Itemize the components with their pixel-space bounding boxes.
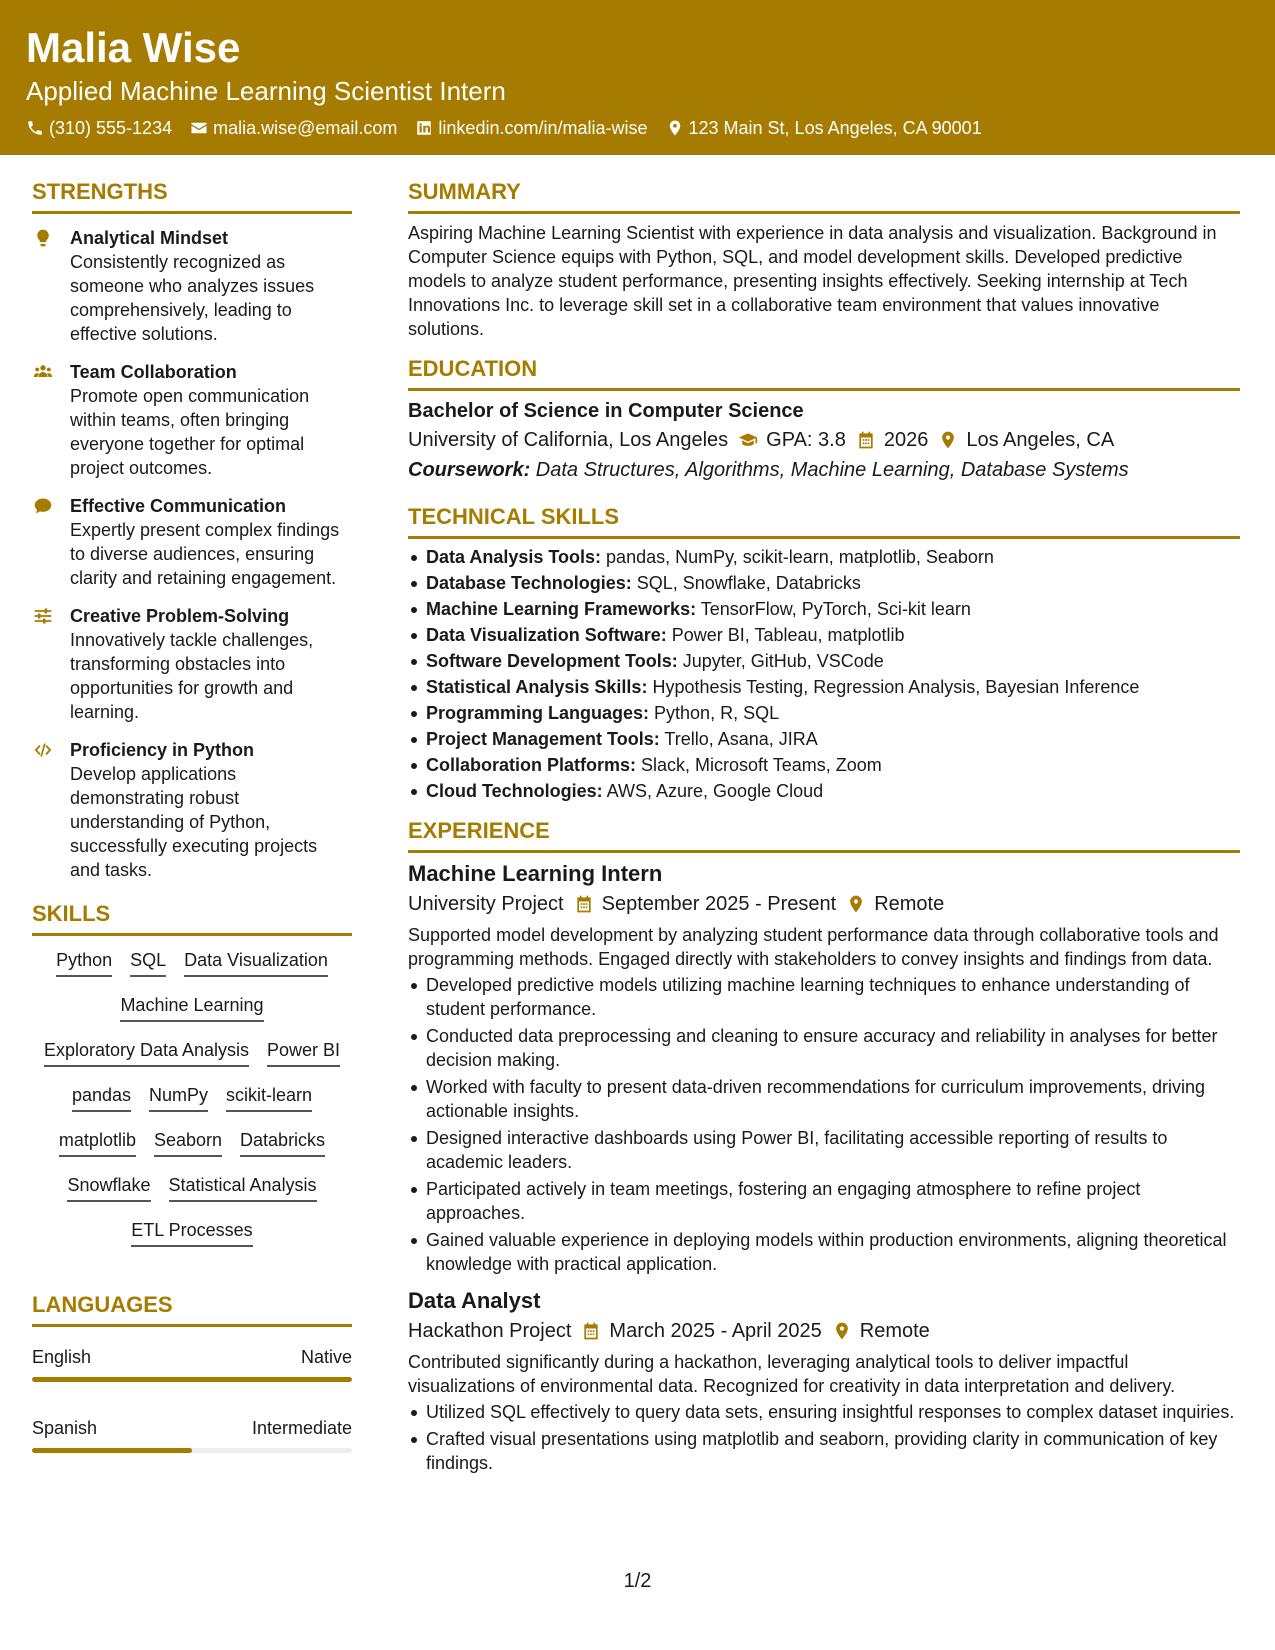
section-title-experience: EXPERIENCE [408,817,1240,853]
job-summary: Contributed significantly during a hackathon, leveraging analytical tools to deliver impactful visualizations of environmental data. Recognized for creativity in data interpretation and delivery. [408,1352,1176,1396]
strength-title: Team Collaboration [70,362,237,382]
job-bullets [408,1400,1240,1475]
job-location: Remote [859,1320,930,1342]
calendar-icon [574,894,594,914]
section-title-strengths: STRENGTHS [32,178,352,214]
language-level-fill [32,1448,192,1453]
language-item [32,1345,352,1382]
job-entry [408,1286,1240,1475]
strength-title: Effective Communication [70,496,287,516]
job-summary: Supported model development by analyzing student performance data through collaborative tools and programming methods. Engaged directly with stakeholders to convey insights and findings from data. [408,925,1219,969]
section-title-technical-skills: TECHNICAL SKILLS [408,503,1240,539]
list-item: Database Technologies: SQL, Snowflake, Databricks [408,571,1240,595]
language-name: English [32,1347,92,1367]
gpa-text: GPA: 3.8 [766,429,846,451]
resume-header [0,0,1275,155]
skill-chip: Snowflake [67,1171,150,1202]
calendar-icon [856,430,876,450]
calendar-icon [581,1321,601,1341]
list-item: Data Visualization Software: Power BI, Tableau, matplotlib [408,623,1240,647]
job-location: Remote [874,893,945,915]
contact-email [190,115,397,141]
job-title: Machine Learning Intern [408,861,663,886]
list-item: Conducted data preprocessing and cleaning to ensure accuracy and reliability in analyses for better decision making. [408,1024,1240,1072]
list-item: Statistical Analysis Skills: Hypothesis Testing, Regression Analysis, Bayesian Inference [408,675,1240,699]
strength-title: Analytical Mindset [70,228,229,248]
skill-chip: Exploratory Data Analysis [44,1036,249,1067]
list-item: Programming Languages: Python, R, SQL [408,701,1240,725]
strengths-list [32,226,352,882]
comment-icon [32,496,54,516]
coursework-list: Data Structures, Algorithms, Machine Learning, Database Systems [530,459,1129,481]
job-bullets [408,973,1240,1276]
list-item: Utilized SQL effectively to query data sets, ensuring insightful responses to complex dataset inquiries. [408,1400,1240,1424]
job-meta [408,889,1240,919]
coursework [408,455,1240,485]
skill-chip: NumPy [149,1081,208,1112]
degree-title: Bachelor of Science in Computer Science [408,400,804,422]
contact-linkedin [415,115,647,141]
strength-desc: Expertly present complex findings to diverse audiences, ensuring clarity and retaining engagement. [70,520,340,588]
list-item: Data Analysis Tools: pandas, NumPy, scikit-learn, matplotlib, Seaborn [408,545,1240,569]
code-icon [32,740,54,760]
skill-chip: SQL [130,946,166,977]
skill-chip: pandas [72,1081,131,1112]
contact-bar [26,115,982,141]
job-org: University Project [408,893,564,915]
strength-title: Creative Problem-Solving [70,606,290,626]
skill-chip: Databricks [240,1126,325,1157]
language-item [32,1416,352,1453]
skill-chip: Machine Learning [120,991,263,1022]
page-number: 1/2 [623,1570,652,1592]
section-title-languages: LANGUAGES [32,1291,352,1327]
job-org: Hackathon Project [408,1320,572,1342]
language-level-fill [32,1377,352,1382]
skill-chip: Seaborn [154,1126,222,1157]
list-item: Collaboration Platforms: Slack, Microsoft Teams, Zoom [408,753,1240,777]
sliders-icon [32,606,54,626]
strength-desc: Innovatively tackle challenges, transforming obstacles into opportunities for growth and learning. [70,630,314,722]
lightbulb-icon [32,228,54,248]
job-entry [408,859,1240,1276]
linkedin-icon [415,119,433,137]
section-title-skills: SKILLS [32,900,352,936]
technical-skills-list [408,545,1240,803]
skill-chip: Statistical Analysis [169,1171,317,1202]
list-item: Worked with faculty to present data-driven recommendations for curriculum improvements, driving actionable insights. [408,1075,1240,1123]
list-item: Cloud Technologies: AWS, Azure, Google Cloud [408,779,1240,803]
right-column [408,178,1240,1478]
skill-chip: scikit-learn [226,1081,312,1112]
language-level: Intermediate [251,1418,352,1438]
location-icon [846,894,866,914]
strength-item [32,360,352,480]
school-location: Los Angeles, CA [966,429,1115,451]
users-icon [32,362,54,382]
graduation-year: 2026 [883,429,929,451]
education-meta [408,425,1240,455]
job-dates: September 2025 - Present [601,893,837,915]
section-title-summary: SUMMARY [408,178,1240,214]
section-title-education: EDUCATION [408,355,1240,391]
skill-chip: Python [56,946,112,977]
contact-phone-text: (310) 555-1234 [49,118,173,138]
contact-address [666,115,982,141]
list-item: Machine Learning Frameworks: TensorFlow, PyTorch, Sci-kit learn [408,597,1240,621]
strength-item [32,604,352,724]
skills-chips [32,946,352,1247]
school-name: University of California, Los Angeles [408,429,729,451]
contact-phone [26,115,172,141]
location-icon [832,1321,852,1341]
candidate-name: Malia Wise [26,24,241,71]
contact-address-text: 123 Main St, Los Angeles, CA 90001 [688,118,982,138]
strength-item [32,738,352,882]
language-level-bar [32,1448,352,1453]
job-meta [408,1316,1240,1346]
left-column [32,178,352,1453]
skill-chip: Power BI [267,1036,340,1067]
job-dates: March 2025 - April 2025 [609,1320,822,1342]
location-icon [666,119,684,137]
list-item: Gained valuable experience in deploying models within production environments, aligning theoretical knowledge with practical application. [408,1228,1240,1276]
job-title: Data Analyst [408,1288,541,1313]
email-icon [190,119,208,137]
list-item: Software Development Tools: Jupyter, GitHub, VSCode [408,649,1240,673]
graduation-cap-icon [738,430,758,450]
language-level-bar [32,1377,352,1382]
language-name: Spanish [32,1418,98,1438]
strength-item [32,226,352,346]
skill-chip: Data Visualization [184,946,328,977]
summary-text: Aspiring Machine Learning Scientist with experience in data analysis and visualization. Background in Computer Science equips with Python, SQL, and model development skills. Developed predictive models to analyze student performance, presenting insights effectively. Seeking internship at Tech Innovations Inc. to leverage skill set in a collaborative team environment that values innovative solutions. [408,223,1217,339]
contact-linkedin-text[interactable]: linkedin.com/in/malia-wise [438,118,648,138]
strength-desc: Develop applications demonstrating robust understanding of Python, successfully executing projects and tasks. [70,764,318,880]
list-item: Developed predictive models utilizing machine learning techniques to enhance understanding of student performance. [408,973,1240,1021]
strength-item [32,494,352,590]
list-item: Crafted visual presentations using matplotlib and seaborn, providing clarity in communication of key findings. [408,1427,1240,1475]
contact-email-text[interactable]: malia.wise@email.com [213,118,398,138]
skill-chip: matplotlib [59,1126,136,1157]
strength-desc: Promote open communication within teams, often bringing everyone together for optimal project outcomes. [70,386,310,478]
language-level: Native [300,1347,352,1367]
strength-title: Proficiency in Python [70,740,255,760]
list-item: Participated actively in team meetings, fostering an engaging atmosphere to refine project approaches. [408,1177,1240,1225]
phone-icon [26,119,44,137]
list-item: Project Management Tools: Trello, Asana, JIRA [408,727,1240,751]
location-icon [938,430,958,450]
skill-chip: ETL Processes [131,1216,252,1247]
coursework-label: Coursework: [408,459,531,481]
candidate-role: Applied Machine Learning Scientist Intern [26,76,506,106]
strength-desc: Consistently recognized as someone who analyzes issues comprehensively, leading to effective solutions. [70,252,315,344]
list-item: Designed interactive dashboards using Power BI, facilitating accessible reporting of results to academic leaders. [408,1126,1240,1174]
